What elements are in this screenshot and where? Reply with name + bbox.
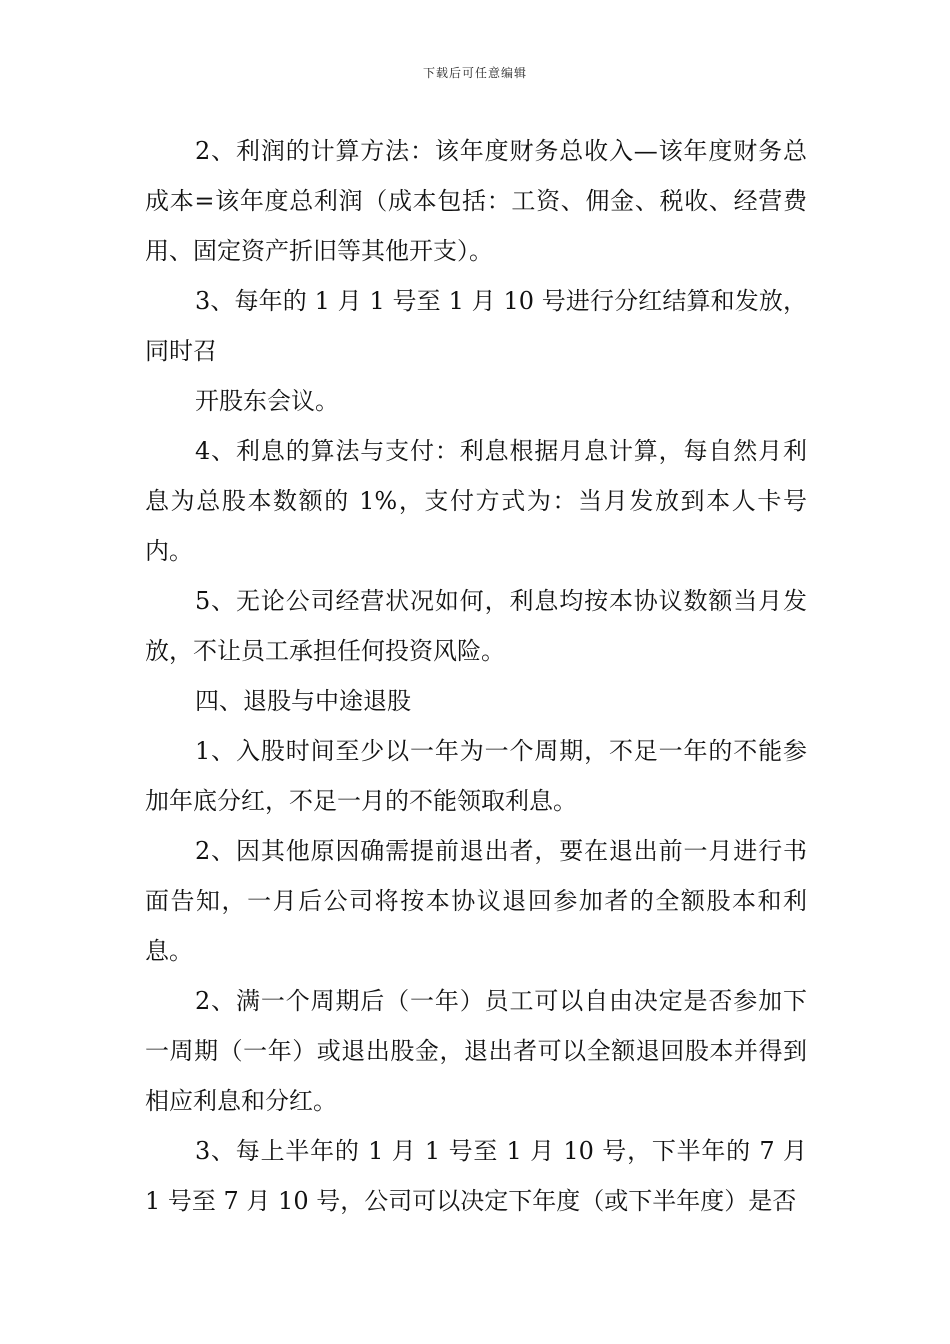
header-note: 下载后可任意编辑 [422, 66, 527, 80]
paragraph-early-withdrawal: 2、因其他原因确需提前退出者，要在退出前一月进行书面告知，一月后公司将按本协议退回参加者的全额股本和利息。 [145, 837, 807, 965]
paragraph-dividend-settlement: 3、每年的 1 月 1 号至 1 月 10 号进行分红结算和发放，同时召 [145, 287, 807, 365]
paragraph-profit-calculation: 2、利润的计算方法：该年度财务总收入—该年度财务总成本=该年度总利润（成本包括：工资、佣金、税收、经营费用、固定资产折旧等其他开支）。 [145, 137, 807, 265]
paragraph-minimum-period: 1、入股时间至少以一年为一个周期，不足一年的不能参加年底分红，不足一月的不能领取利息。 [145, 737, 807, 815]
paragraph-shareholder-meeting: 开股东会议。 [195, 387, 339, 415]
document-body [145, 126, 807, 1226]
paragraph-interest-payment: 4、利息的算法与支付：利息根据月息计算，每自然月利息为总股本数额的 1%，支付方式为：当月发放到本人卡号内。 [145, 437, 807, 565]
section-heading-withdrawal: 四、退股与中途退股 [195, 687, 411, 715]
paragraph-risk-free: 5、无论公司经营状况如何，利息均按本协议数额当月发放，不让员工承担任何投资风险。 [145, 587, 807, 665]
paragraph-semiannual-decision: 3、每上半年的 1 月 1 号至 1 月 10 号，下半年的 7 月 1 号至 7 月 10 号，公司可以决定下年度（或下半年度）是否 [145, 1137, 807, 1215]
paragraph-period-renewal: 2、满一个周期后（一年）员工可以自由决定是否参加下一周期（一年）或退出股金，退出者可以全额退回股本并得到相应利息和分红。 [145, 987, 807, 1115]
